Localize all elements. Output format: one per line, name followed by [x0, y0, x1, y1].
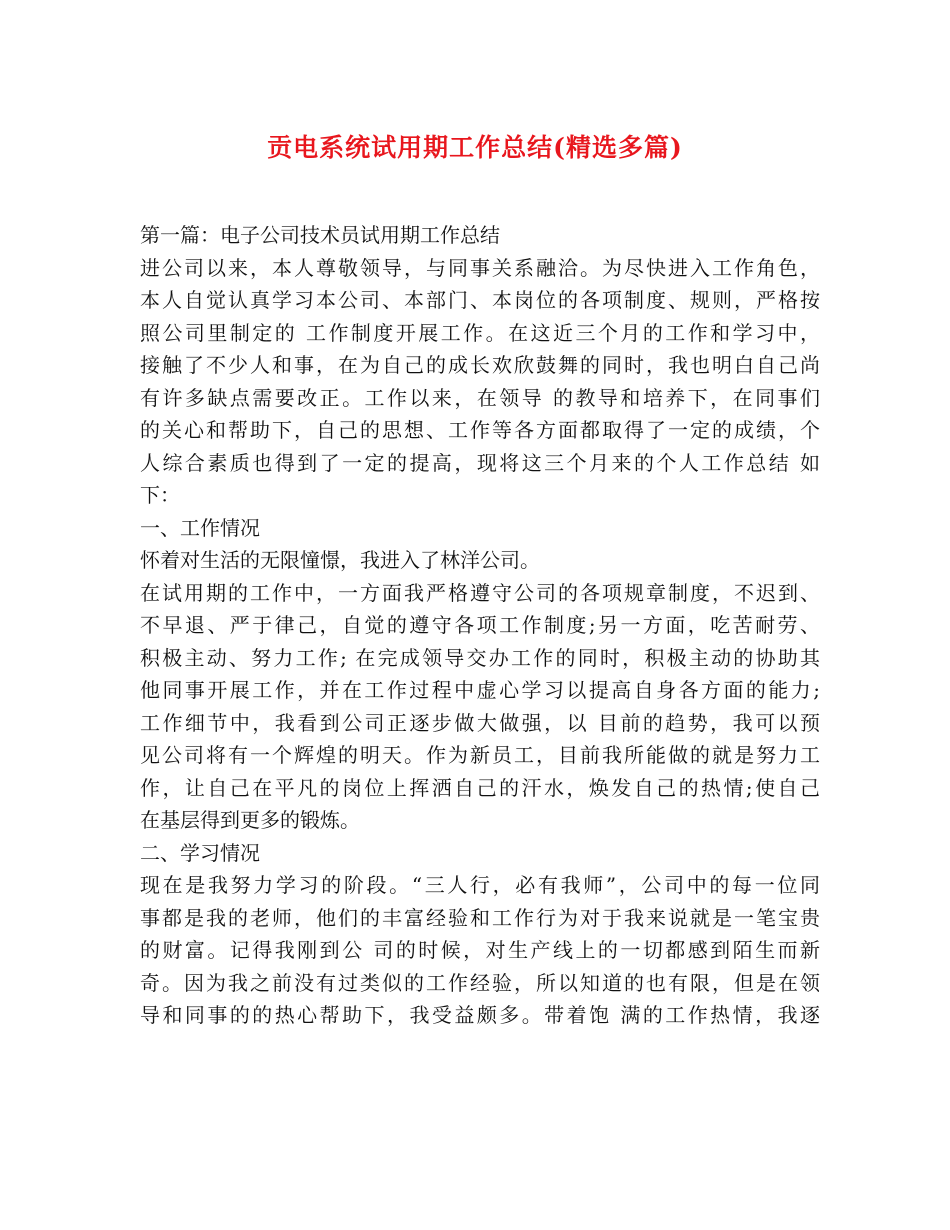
section-heading-study: 二、学习情况: [140, 840, 260, 865]
paragraph-line: 有许多缺点需要改正。工作以来，在领导 的教导和培养下，在同事们: [140, 385, 820, 410]
paragraph-line: 积极主动、努力工作; 在完成领导交办工作的同时，积极主动的协助其: [140, 645, 820, 670]
paragraph-line: 怀着对生活的无限憧憬，我进入了林洋公司。: [140, 548, 540, 572]
paragraph-line: 接触了不少人和事，在为自己的成长欢欣鼓舞的同时，我也明白自己尚: [140, 353, 820, 377]
paragraph-line: 他同事开展工作，并在工作过程中虚心学习以提高自身各方面的能力;: [140, 678, 820, 702]
paragraph-line: 现在是我努力学习的阶段。“三人行，必有我师”，公司中的每一位同: [140, 873, 820, 897]
document-body: [140, 219, 820, 1032]
paragraph-line: 下：: [140, 483, 180, 507]
paragraph-line: 人综合素质也得到了一定的提高，现将这三个月来的个人工作总结 如: [140, 450, 820, 475]
section-heading-work: 一、工作情况: [140, 515, 260, 540]
paragraph-line: 本人自觉认真学习本公司、本部门、本岗位的各项制度、规则，严格按: [140, 288, 820, 312]
paragraph-line: 见公司将有一个辉煌的明天。作为新员工，目前我所能做的就是努力工: [140, 743, 820, 767]
paragraph-line: 不早退、严于律己，自觉的遵守各项工作制度;另一方面，吃苦耐劳、: [140, 613, 820, 637]
paragraph-line: 在试用期的工作中，一方面我严格遵守公司的各项规章制度，不迟到、: [140, 580, 820, 605]
paragraph-line: 工作细节中，我看到公司正逐步做大做强，以 目前的趋势，我可以预: [140, 710, 820, 735]
paragraph-line: 的财富。记得我刚到公 司的时候，对生产线上的一切都感到陌生而新: [140, 938, 820, 962]
paragraph-line: 事都是我的老师，他们的丰富经验和工作行为对于我来说就是一笔宝贵: [140, 905, 820, 930]
paragraph-line: 照公司里制定的 工作制度开展工作。在这近三个月的工作和学习中，: [140, 320, 820, 345]
paragraph-line: 奇。因为我之前没有过类似的工作经验，所以知道的也有限，但是在领: [140, 970, 820, 995]
section-heading-first-article: 第一篇：电子公司技术员试用期工作总结: [140, 223, 500, 247]
paragraph-line: 进公司以来，本人尊敬领导，与同事关系融洽。为尽快进入工作角色，: [140, 255, 820, 280]
document-title: 贡电系统试用期工作总结(精选多篇): [267, 133, 683, 162]
paragraph-line: 的关心和帮助下，自己的思想、工作等各方面都取得了一定的成绩，个: [140, 418, 820, 442]
paragraph-line: 导和同事的的热心帮助下，我受益颇多。带着饱 满的工作热情，我逐: [140, 1003, 820, 1027]
paragraph-line: 作，让自己在平凡的岗位上挥洒自己的汗水，焕发自己的热情;使自己: [140, 775, 820, 800]
paragraph-line: 在基层得到更多的锻炼。: [140, 808, 360, 832]
